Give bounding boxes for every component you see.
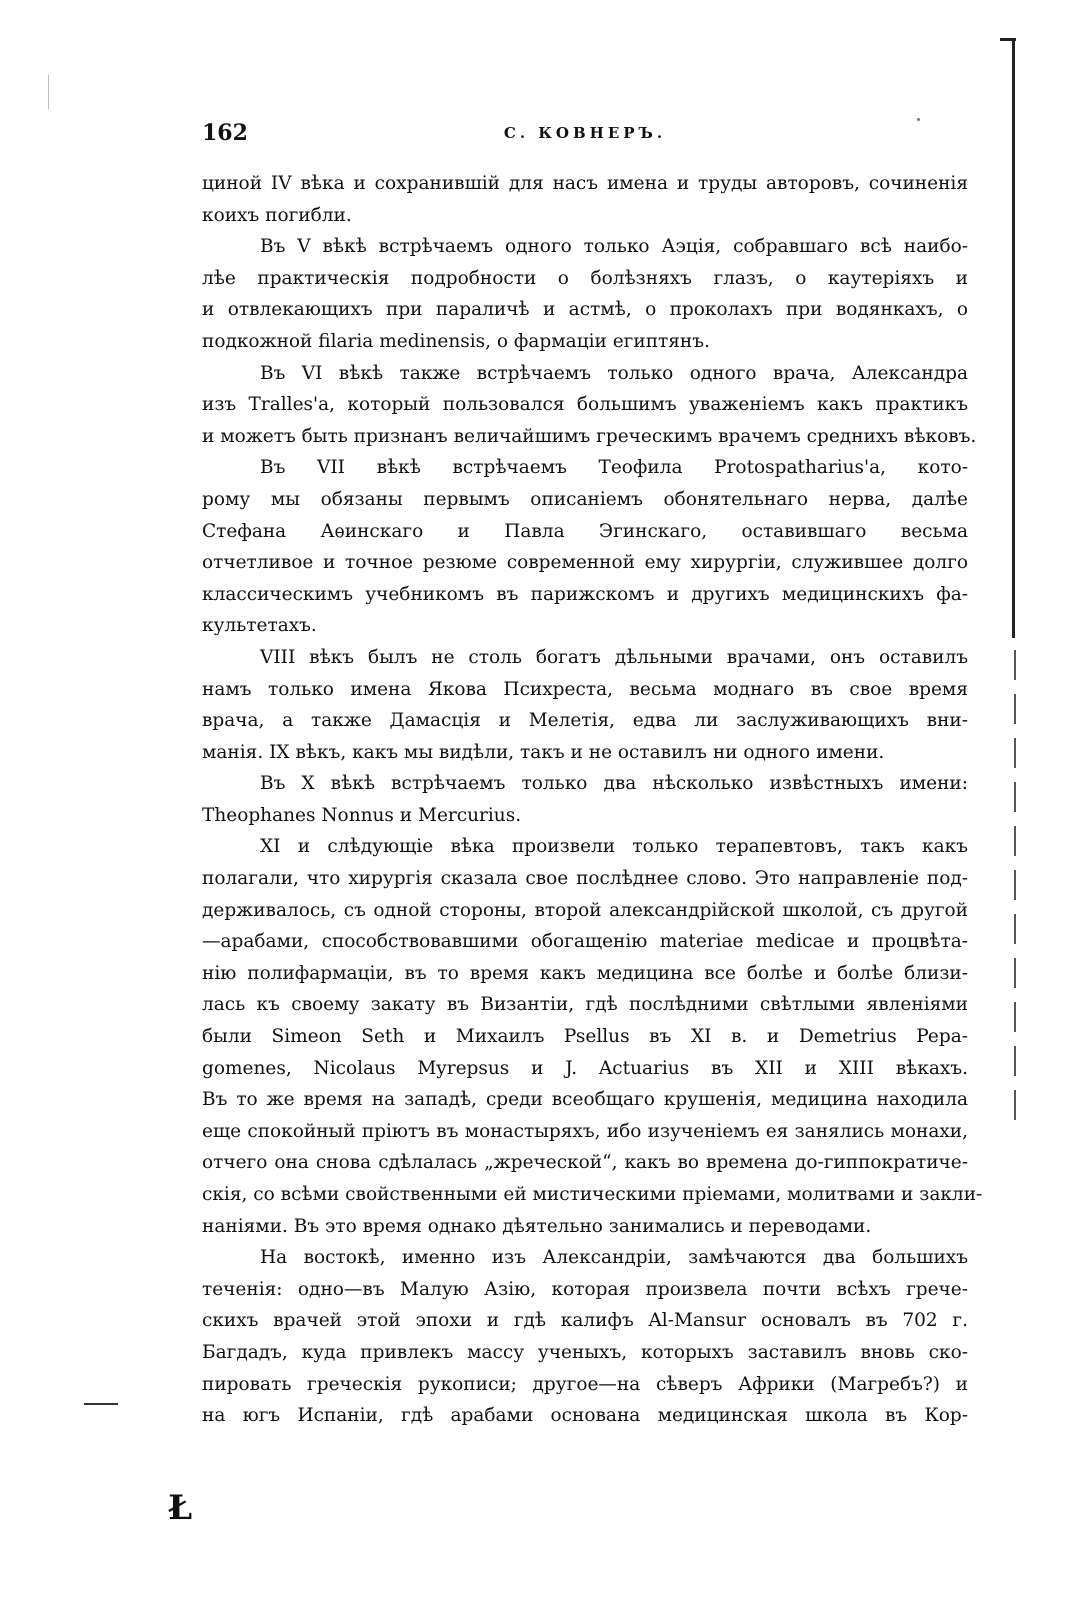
scan-margin-dash [84, 1403, 118, 1405]
text-line: лѣе практическія подробности о болѣзняхъ глазъ, о каутеріяхъ и [202, 267, 968, 289]
text-line: Стефана Аѳинскаго и Павла Эгинскаго, оставившаго весьма [202, 520, 968, 542]
text-line: —арабами, способствовавшими обогащенію materiae medicae и процвѣта- [202, 931, 968, 953]
text-line: VIII вѣкъ былъ не столь богатъ дѣльными врачами, онъ оставилъ [260, 646, 968, 668]
text-line: Въ VII вѣкѣ встрѣчаемъ Теофила Protospatharius'a, кото- [260, 457, 968, 479]
text-line: полагали, что хирургія сказала свое послѣднее слово. Это направленіе под- [202, 868, 968, 890]
text-line: и можетъ быть признанъ величайшимъ греческимъ врачемъ среднихъ вѣковъ. [202, 425, 977, 447]
text-line: держивалось, съ одной стороны, второй александрійской школой, съ другой [202, 899, 968, 921]
text-line: коихъ погибли. [202, 204, 352, 226]
text-line: Багдадъ, куда привлекъ массу ученыхъ, которыхъ заставилъ вновь ско- [202, 1341, 968, 1363]
text-line: лась къ своему закату въ Византіи, гдѣ послѣдними свѣтлыми явленіями [202, 994, 968, 1016]
text-line: Въ X вѣкѣ встрѣчаемъ только два нѣсколько извѣстныхъ имени: [260, 773, 968, 795]
text-line: отчего она снова сдѣлалась „жреческой“, какъ во времена до-гиппократиче- [202, 1152, 968, 1174]
text-line: скихъ врачей этой эпохи и гдѣ калифъ Al-Mansur основалъ въ 702 г. [202, 1310, 968, 1332]
scan-edge-line-dashed [1014, 650, 1016, 1120]
text-line: классическимъ учебникомъ въ парижскомъ и другихъ медицинскихъ фа- [202, 583, 968, 605]
text-line: На востокѣ, именно изъ Александріи, замѣчаются два большихъ [260, 1247, 968, 1269]
text-line: еще спокойный пріютъ въ монастыряхъ, ибо изученіемъ ея занялись монахи, [202, 1120, 968, 1142]
text-line: были Simeon Seth и Михаилъ Psellus въ XI в. и Demetrius Pepa- [202, 1026, 968, 1048]
text-line: культетахъ. [202, 615, 317, 637]
text-line: манія. IX вѣкъ, какъ мы видѣли, такъ и не оставилъ ни одного имени. [202, 741, 885, 763]
text-line: изъ Tralles'a, который пользовался большимъ уваженіемъ какъ практикъ [202, 394, 968, 416]
text-line: врача, а также Дамасція и Мелетія, едва ли заслуживающихъ вни- [202, 710, 968, 732]
body-text [202, 168, 983, 1432]
running-head: С. КОВНЕРЪ. [503, 124, 667, 142]
text-line: скія, со всѣми свойственными ей мистическими пріемами, молитвами и закли- [202, 1184, 983, 1205]
text-line: пировать греческія рукописи; другое—на сѣверъ Африки (Магребъ?) и [202, 1373, 968, 1395]
text-line: gomenes, Nicolaus Myrepsus и J. Actuarius въ XII и XIII вѣкахъ. [202, 1057, 968, 1079]
text-line: наніями. Въ это время однако дѣятельно занимались и переводами. [202, 1215, 872, 1237]
text-line: Въ VI вѣкѣ также встрѣчаемъ только одного врача, Александра [260, 362, 968, 384]
text-line: намъ только имена Якова Психреста, весьма моднаго въ свое время [202, 678, 968, 700]
text-line: подкожной filaria medinensis, о фармаціи египтянъ. [202, 330, 710, 352]
text-line: Theophanes Nonnus и Mercurius. [202, 804, 522, 826]
text-line: и отвлекающихъ при параличѣ и астмѣ, о проколахъ при водянкахъ, о [202, 299, 968, 321]
page-header [202, 120, 968, 154]
text-line: теченія: одно—въ Малую Азію, которая произвела почти всѣхъ грече- [202, 1278, 968, 1300]
page-number: 162 [202, 120, 248, 146]
scan-margin-mark [48, 75, 49, 109]
text-line: XI и слѣдующіе вѣка произвели только терапевтовъ, такъ какъ [260, 836, 968, 858]
text-line: рому мы обязаны первымъ описаніемъ обонятельнаго нерва, далѣе [202, 488, 968, 510]
scan-edge-line [1012, 38, 1015, 638]
text-line: отчетливое и точное резюме современной ему хирургіи, служившее долго [202, 552, 968, 574]
text-line: циной IV вѣка и сохранившій для насъ имена и труды авторовъ, сочиненія [202, 173, 968, 194]
text-line: на югъ Испаніи, гдѣ арабами основана медицинская школа въ Кор- [202, 1405, 968, 1427]
text-line: нію полифармаціи, въ то время какъ медицина все болѣе и болѣе близи- [202, 962, 968, 984]
text-line: Въ то же время на западѣ, среди всеобщаго крушенія, медицина находила [202, 1089, 968, 1111]
scan-bottom-mark: Ł [168, 1488, 193, 1528]
text-line: Въ V вѣкѣ встрѣчаемъ одного только Аэція, собравшаго всѣ наибо- [260, 236, 968, 258]
